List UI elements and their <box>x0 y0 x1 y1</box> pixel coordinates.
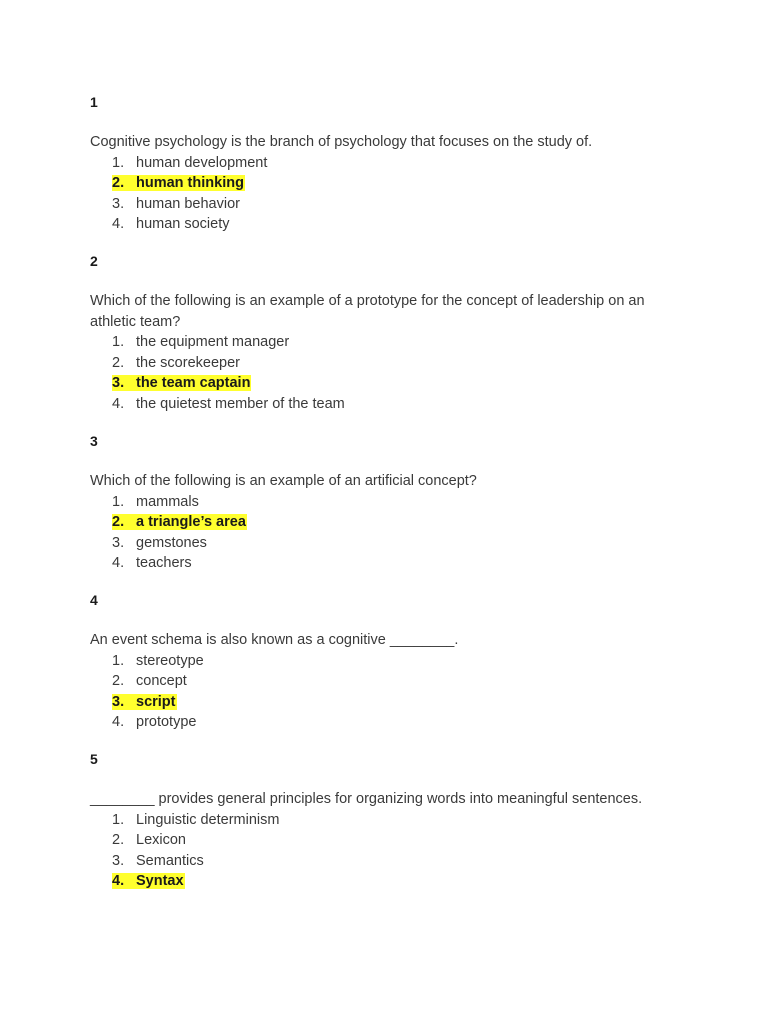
answer-option <box>90 712 690 733</box>
option-number: 2. <box>112 175 125 191</box>
answer-option <box>90 194 690 215</box>
answer-option-correct <box>90 871 690 892</box>
question-1 <box>90 92 690 235</box>
answer-option <box>90 394 690 415</box>
option-number: 1. <box>112 493 125 510</box>
option-text: the equipment manager <box>136 334 290 350</box>
answer-option-correct <box>90 173 690 194</box>
option-number: 4. <box>112 873 125 889</box>
option-text: human thinking <box>136 175 244 191</box>
option-text: Linguistic determinism <box>136 811 280 828</box>
option-number: 3. <box>112 375 125 391</box>
option-number: 1. <box>112 154 125 171</box>
answer-option <box>90 332 690 353</box>
answer-option <box>90 851 690 872</box>
answer-option <box>90 553 690 574</box>
answer-list <box>90 492 690 574</box>
answer-option <box>90 353 690 374</box>
option-text: gemstones <box>136 534 207 551</box>
option-text: human behavior <box>136 195 240 212</box>
question-number: 3 <box>90 433 98 449</box>
question-text: ________ provides general principles for organizing words into meaningful sentences. <box>90 791 643 807</box>
option-number: 4. <box>112 714 125 730</box>
option-number: 1. <box>112 811 125 828</box>
question-text: An event schema is also known as a cognitive ________. <box>90 632 459 648</box>
option-number: 1. <box>112 652 125 669</box>
question-4 <box>90 590 690 733</box>
option-text: stereotype <box>136 652 204 669</box>
answer-option <box>90 830 690 851</box>
answer-option <box>90 651 690 672</box>
question-number: 2 <box>90 253 98 269</box>
answer-option-correct <box>90 512 690 533</box>
question-3 <box>90 431 690 574</box>
option-text: prototype <box>136 714 197 730</box>
answer-list <box>90 153 690 235</box>
option-text: Semantics <box>136 852 204 869</box>
option-number: 3. <box>112 534 125 551</box>
option-number: 2. <box>112 514 125 530</box>
option-number: 4. <box>112 555 125 571</box>
answer-option <box>90 214 690 235</box>
option-number: 2. <box>112 673 125 689</box>
option-text: a triangle’s area <box>136 514 246 530</box>
option-number: 3. <box>112 852 125 869</box>
answer-option-correct <box>90 373 690 394</box>
option-text: the quietest member of the team <box>136 395 345 412</box>
answer-option <box>90 671 690 692</box>
answer-option <box>90 810 690 831</box>
option-text: script <box>136 693 176 710</box>
option-number: 2. <box>112 354 125 371</box>
question-text: Cognitive psychology is the branch of psychology that focuses on the study of. <box>90 134 593 150</box>
answer-option <box>90 153 690 174</box>
answer-list <box>90 810 690 892</box>
question-2 <box>90 251 690 414</box>
option-number: 3. <box>112 693 125 710</box>
answer-list <box>90 651 690 733</box>
answer-option <box>90 533 690 554</box>
question-number: 4 <box>90 592 98 608</box>
question-5 <box>90 749 690 892</box>
option-text: Syntax <box>136 873 184 889</box>
option-text: the team captain <box>136 375 251 391</box>
option-number: 2. <box>112 832 125 848</box>
option-text: Lexicon <box>136 832 186 848</box>
question-number: 1 <box>90 94 98 110</box>
option-number: 4. <box>112 216 125 232</box>
option-text: concept <box>136 673 187 689</box>
question-text: Which of the following is an example of a prototype for the concept of leadership on an athletic team? <box>90 293 645 330</box>
answer-option-correct <box>90 692 690 713</box>
question-text: Which of the following is an example of an artificial concept? <box>90 473 477 489</box>
option-number: 4. <box>112 395 125 412</box>
answer-list <box>90 332 690 414</box>
option-number: 1. <box>112 334 125 350</box>
question-number: 5 <box>90 751 98 767</box>
option-text: human society <box>136 216 230 232</box>
option-text: mammals <box>136 493 199 510</box>
option-text: the scorekeeper <box>136 354 240 371</box>
option-text: teachers <box>136 555 192 571</box>
option-number: 3. <box>112 195 125 212</box>
option-text: human development <box>136 154 268 171</box>
answer-option <box>90 492 690 513</box>
